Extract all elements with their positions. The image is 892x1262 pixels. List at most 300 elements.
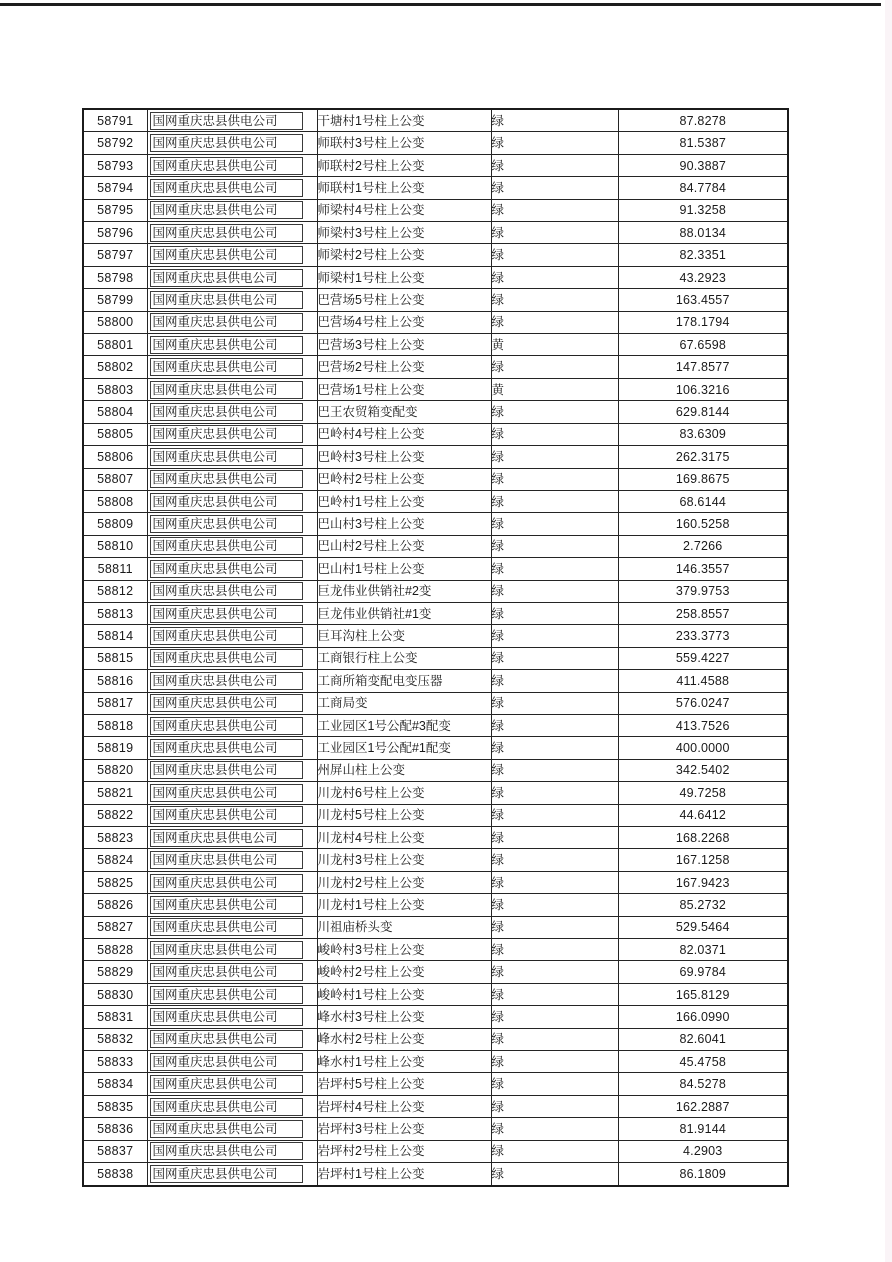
status-label-cell: 绿	[491, 602, 618, 624]
transformer-name-cell: 巨龙伟业供销社#1变	[317, 602, 491, 624]
value-cell: 45.4758	[618, 1051, 788, 1073]
table-row	[83, 692, 788, 714]
table-row	[83, 535, 788, 557]
table-row	[83, 961, 788, 983]
status-label-cell: 绿	[491, 1006, 618, 1028]
value-cell: 106.3216	[618, 378, 788, 400]
row-id-cell: 58818	[83, 714, 147, 736]
company-name-box: 国网重庆忠县供电公司	[150, 157, 303, 175]
transformer-name-cell: 工商局变	[317, 692, 491, 714]
transformer-name-cell: 岩坪村1号柱上公变	[317, 1163, 491, 1186]
row-id-cell: 58828	[83, 939, 147, 961]
table-row	[83, 222, 788, 244]
company-cell	[147, 916, 317, 938]
value-cell: 68.6144	[618, 490, 788, 512]
row-id-cell: 58822	[83, 804, 147, 826]
company-name-box: 国网重庆忠县供电公司	[150, 1053, 303, 1071]
row-id-cell: 58812	[83, 580, 147, 602]
row-id-cell: 58802	[83, 356, 147, 378]
row-id-cell: 58819	[83, 737, 147, 759]
status-label-cell: 绿	[491, 222, 618, 244]
row-id-cell: 58798	[83, 266, 147, 288]
value-cell: 342.5402	[618, 759, 788, 781]
row-id-cell: 58791	[83, 109, 147, 132]
value-cell: 81.9144	[618, 1118, 788, 1140]
row-id-cell: 58804	[83, 401, 147, 423]
value-cell: 69.9784	[618, 961, 788, 983]
table-row	[83, 468, 788, 490]
company-cell	[147, 647, 317, 669]
company-name-box: 国网重庆忠县供电公司	[150, 1030, 303, 1048]
status-label-cell: 绿	[491, 737, 618, 759]
table-row	[83, 737, 788, 759]
company-cell	[147, 468, 317, 490]
value-cell: 43.2923	[618, 266, 788, 288]
company-name-box: 国网重庆忠县供电公司	[150, 425, 303, 443]
status-label-cell: 绿	[491, 535, 618, 557]
value-cell: 167.9423	[618, 871, 788, 893]
company-cell	[147, 513, 317, 535]
value-cell: 82.3351	[618, 244, 788, 266]
company-name-box: 国网重庆忠县供电公司	[150, 1075, 303, 1093]
row-id-cell: 58838	[83, 1163, 147, 1186]
table-row	[83, 1051, 788, 1073]
transformer-name-cell: 师梁村2号柱上公变	[317, 244, 491, 266]
status-label-cell: 绿	[491, 199, 618, 221]
row-id-cell: 58794	[83, 177, 147, 199]
status-label-cell: 绿	[491, 1118, 618, 1140]
transformer-name-cell: 岩坪村5号柱上公变	[317, 1073, 491, 1095]
value-cell: 413.7526	[618, 714, 788, 736]
table-row	[83, 132, 788, 154]
table-row	[83, 714, 788, 736]
row-id-cell: 58806	[83, 446, 147, 468]
transformer-name-cell: 干塘村1号柱上公变	[317, 109, 491, 132]
row-id-cell: 58820	[83, 759, 147, 781]
value-cell: 90.3887	[618, 154, 788, 176]
transformer-name-cell: 工业园区1号公配#1配变	[317, 737, 491, 759]
table-row	[83, 1095, 788, 1117]
company-cell	[147, 334, 317, 356]
transformer-name-cell: 工商所箱变配电变压器	[317, 670, 491, 692]
row-id-cell: 58813	[83, 602, 147, 624]
value-cell: 178.1794	[618, 311, 788, 333]
transformer-name-cell: 巴山村1号柱上公变	[317, 558, 491, 580]
value-cell: 400.0000	[618, 737, 788, 759]
row-id-cell: 58811	[83, 558, 147, 580]
status-label-cell: 绿	[491, 244, 618, 266]
transformer-name-cell: 巴营场3号柱上公变	[317, 334, 491, 356]
company-name-box: 国网重庆忠县供电公司	[150, 179, 303, 197]
company-name-box: 国网重庆忠县供电公司	[150, 672, 303, 690]
company-name-box: 国网重庆忠县供电公司	[150, 874, 303, 892]
transformer-name-cell: 川龙村5号柱上公变	[317, 804, 491, 826]
table-row	[83, 580, 788, 602]
table-row	[83, 154, 788, 176]
company-cell	[147, 154, 317, 176]
value-cell: 167.1258	[618, 849, 788, 871]
transformer-name-cell: 巴营场2号柱上公变	[317, 356, 491, 378]
row-id-cell: 58808	[83, 490, 147, 512]
table-row	[83, 1006, 788, 1028]
company-name-box: 国网重庆忠县供电公司	[150, 1008, 303, 1026]
status-label-cell: 绿	[491, 1051, 618, 1073]
transformer-name-cell: 师联村2号柱上公变	[317, 154, 491, 176]
row-id-cell: 58810	[83, 535, 147, 557]
company-name-box: 国网重庆忠县供电公司	[150, 941, 303, 959]
value-cell: 169.8675	[618, 468, 788, 490]
row-id-cell: 58827	[83, 916, 147, 938]
row-id-cell: 58805	[83, 423, 147, 445]
transformer-name-cell: 工商银行柱上公变	[317, 647, 491, 669]
status-label-cell: 绿	[491, 647, 618, 669]
company-cell	[147, 558, 317, 580]
status-label-cell: 绿	[491, 266, 618, 288]
company-cell	[147, 356, 317, 378]
company-cell	[147, 961, 317, 983]
transformer-name-cell: 巴山村3号柱上公变	[317, 513, 491, 535]
transformer-name-cell: 峻岭村3号柱上公变	[317, 939, 491, 961]
value-cell: 4.2903	[618, 1140, 788, 1162]
value-cell: 162.2887	[618, 1095, 788, 1117]
transformer-name-cell: 巴岭村4号柱上公变	[317, 423, 491, 445]
transformer-name-cell: 峰水村2号柱上公变	[317, 1028, 491, 1050]
table-row	[83, 244, 788, 266]
table-row	[83, 1028, 788, 1050]
company-cell	[147, 535, 317, 557]
company-name-box: 国网重庆忠县供电公司	[150, 224, 303, 242]
table-row	[83, 625, 788, 647]
page-edge-strip	[885, 0, 892, 1262]
transformer-name-cell: 川龙村2号柱上公变	[317, 871, 491, 893]
status-label-cell: 绿	[491, 804, 618, 826]
company-cell	[147, 289, 317, 311]
status-label-cell: 绿	[491, 670, 618, 692]
table-row	[83, 266, 788, 288]
value-cell: 160.5258	[618, 513, 788, 535]
transformer-name-cell: 州屏山柱上公变	[317, 759, 491, 781]
status-label-cell: 绿	[491, 513, 618, 535]
table-row	[83, 782, 788, 804]
row-id-cell: 58800	[83, 311, 147, 333]
company-name-box: 国网重庆忠县供电公司	[150, 784, 303, 802]
company-cell	[147, 871, 317, 893]
table-row	[83, 1140, 788, 1162]
company-name-box: 国网重庆忠县供电公司	[150, 1142, 303, 1160]
company-cell	[147, 804, 317, 826]
company-cell	[147, 109, 317, 132]
table-row	[83, 602, 788, 624]
company-cell	[147, 983, 317, 1005]
company-name-box: 国网重庆忠县供电公司	[150, 986, 303, 1004]
value-cell: 49.7258	[618, 782, 788, 804]
transformer-name-cell: 川龙村3号柱上公变	[317, 849, 491, 871]
company-name-box: 国网重庆忠县供电公司	[150, 761, 303, 779]
row-id-cell: 58829	[83, 961, 147, 983]
company-name-box: 国网重庆忠县供电公司	[150, 963, 303, 981]
transformer-name-cell: 巴山村2号柱上公变	[317, 535, 491, 557]
company-cell	[147, 670, 317, 692]
transformer-name-cell: 峰水村1号柱上公变	[317, 1051, 491, 1073]
row-id-cell: 58817	[83, 692, 147, 714]
company-name-box: 国网重庆忠县供电公司	[150, 582, 303, 600]
company-cell	[147, 1095, 317, 1117]
company-cell	[147, 737, 317, 759]
company-name-box: 国网重庆忠县供电公司	[150, 381, 303, 399]
transformer-name-cell: 师联村1号柱上公变	[317, 177, 491, 199]
company-name-box: 国网重庆忠县供电公司	[150, 1098, 303, 1116]
value-cell: 83.6309	[618, 423, 788, 445]
table-row	[83, 1163, 788, 1186]
row-id-cell: 58796	[83, 222, 147, 244]
transformer-name-cell: 巴王农贸箱变配变	[317, 401, 491, 423]
status-label-cell: 绿	[491, 894, 618, 916]
company-name-box: 国网重庆忠县供电公司	[150, 896, 303, 914]
company-name-box: 国网重庆忠县供电公司	[150, 246, 303, 264]
status-label-cell: 绿	[491, 961, 618, 983]
table-row	[83, 759, 788, 781]
transformer-name-cell: 工业园区1号公配#3配变	[317, 714, 491, 736]
value-cell: 629.8144	[618, 401, 788, 423]
status-label-cell: 绿	[491, 490, 618, 512]
row-id-cell: 58795	[83, 199, 147, 221]
company-cell	[147, 1118, 317, 1140]
value-cell: 86.1809	[618, 1163, 788, 1186]
status-label-cell: 绿	[491, 1095, 618, 1117]
company-cell	[147, 401, 317, 423]
company-cell	[147, 378, 317, 400]
table-row	[83, 356, 788, 378]
value-cell: 529.5464	[618, 916, 788, 938]
company-name-box: 国网重庆忠县供电公司	[150, 806, 303, 824]
company-name-box: 国网重庆忠县供电公司	[150, 560, 303, 578]
value-cell: 163.4557	[618, 289, 788, 311]
row-id-cell: 58821	[83, 782, 147, 804]
company-name-box: 国网重庆忠县供电公司	[150, 269, 303, 287]
status-label-cell: 黄	[491, 334, 618, 356]
company-cell	[147, 199, 317, 221]
company-cell	[147, 1028, 317, 1050]
transformer-name-cell: 川祖庙桥头变	[317, 916, 491, 938]
company-cell	[147, 1051, 317, 1073]
transformer-name-cell: 师梁村1号柱上公变	[317, 266, 491, 288]
transformer-name-cell: 巨龙伟业供销社#2变	[317, 580, 491, 602]
company-cell	[147, 1163, 317, 1186]
company-name-box: 国网重庆忠县供电公司	[150, 358, 303, 376]
table-row	[83, 513, 788, 535]
table-row	[83, 334, 788, 356]
company-name-box: 国网重庆忠县供电公司	[150, 694, 303, 712]
row-id-cell: 58837	[83, 1140, 147, 1162]
company-cell	[147, 446, 317, 468]
value-cell: 576.0247	[618, 692, 788, 714]
company-cell	[147, 939, 317, 961]
table-row	[83, 378, 788, 400]
company-name-box: 国网重庆忠县供电公司	[150, 851, 303, 869]
transformer-name-cell: 峰水村3号柱上公变	[317, 1006, 491, 1028]
row-id-cell: 58809	[83, 513, 147, 535]
company-cell	[147, 311, 317, 333]
table-row	[83, 423, 788, 445]
company-cell	[147, 244, 317, 266]
table-row	[83, 670, 788, 692]
row-id-cell: 58836	[83, 1118, 147, 1140]
status-label-cell: 绿	[491, 983, 618, 1005]
table-row	[83, 647, 788, 669]
value-cell: 559.4227	[618, 647, 788, 669]
company-name-box: 国网重庆忠县供电公司	[150, 649, 303, 667]
company-cell	[147, 222, 317, 244]
value-cell: 82.6041	[618, 1028, 788, 1050]
status-label-cell: 绿	[491, 849, 618, 871]
transformer-name-cell: 川龙村4号柱上公变	[317, 827, 491, 849]
status-label-cell: 绿	[491, 827, 618, 849]
table-row	[83, 804, 788, 826]
status-label-cell: 绿	[491, 177, 618, 199]
status-label-cell: 绿	[491, 468, 618, 490]
row-id-cell: 58797	[83, 244, 147, 266]
row-id-cell: 58824	[83, 849, 147, 871]
status-label-cell: 绿	[491, 714, 618, 736]
value-cell: 168.2268	[618, 827, 788, 849]
company-cell	[147, 827, 317, 849]
status-label-cell: 绿	[491, 692, 618, 714]
status-label-cell: 绿	[491, 1073, 618, 1095]
status-label-cell: 绿	[491, 446, 618, 468]
table-row	[83, 894, 788, 916]
status-label-cell: 绿	[491, 109, 618, 132]
transformer-name-cell: 巨耳沟柱上公变	[317, 625, 491, 647]
company-cell	[147, 602, 317, 624]
row-id-cell: 58831	[83, 1006, 147, 1028]
value-cell: 88.0134	[618, 222, 788, 244]
transformer-table	[82, 108, 789, 1187]
company-name-box: 国网重庆忠县供电公司	[150, 515, 303, 533]
table-row	[83, 916, 788, 938]
company-name-box: 国网重庆忠县供电公司	[150, 448, 303, 466]
row-id-cell: 58792	[83, 132, 147, 154]
table-row	[83, 939, 788, 961]
company-cell	[147, 177, 317, 199]
page-top-rule	[0, 3, 881, 6]
company-name-box: 国网重庆忠县供电公司	[150, 313, 303, 331]
company-name-box: 国网重庆忠县供电公司	[150, 112, 303, 130]
value-cell: 166.0990	[618, 1006, 788, 1028]
table-row	[83, 401, 788, 423]
row-id-cell: 58833	[83, 1051, 147, 1073]
table-row	[83, 199, 788, 221]
table-row	[83, 871, 788, 893]
row-id-cell: 58793	[83, 154, 147, 176]
row-id-cell: 58799	[83, 289, 147, 311]
company-cell	[147, 1006, 317, 1028]
company-cell	[147, 894, 317, 916]
transformer-name-cell: 岩坪村2号柱上公变	[317, 1140, 491, 1162]
table-row	[83, 311, 788, 333]
company-cell	[147, 132, 317, 154]
transformer-name-cell: 师梁村3号柱上公变	[317, 222, 491, 244]
value-cell: 85.2732	[618, 894, 788, 916]
transformer-name-cell: 师联村3号柱上公变	[317, 132, 491, 154]
transformer-name-cell: 巴岭村2号柱上公变	[317, 468, 491, 490]
company-cell	[147, 692, 317, 714]
row-id-cell: 58830	[83, 983, 147, 1005]
company-name-box: 国网重庆忠县供电公司	[150, 537, 303, 555]
status-label-cell: 绿	[491, 759, 618, 781]
row-id-cell: 58825	[83, 871, 147, 893]
status-label-cell: 绿	[491, 1163, 618, 1186]
value-cell: 44.6412	[618, 804, 788, 826]
company-name-box: 国网重庆忠县供电公司	[150, 403, 303, 421]
row-id-cell: 58823	[83, 827, 147, 849]
status-label-cell: 绿	[491, 782, 618, 804]
status-label-cell: 绿	[491, 916, 618, 938]
table-row	[83, 983, 788, 1005]
row-id-cell: 58834	[83, 1073, 147, 1095]
table-row	[83, 109, 788, 132]
status-label-cell: 黄	[491, 378, 618, 400]
status-label-cell: 绿	[491, 871, 618, 893]
status-label-cell: 绿	[491, 558, 618, 580]
status-label-cell: 绿	[491, 356, 618, 378]
status-label-cell: 绿	[491, 1028, 618, 1050]
value-cell: 91.3258	[618, 199, 788, 221]
table-row	[83, 558, 788, 580]
company-cell	[147, 423, 317, 445]
transformer-name-cell: 川龙村1号柱上公变	[317, 894, 491, 916]
transformer-name-cell: 岩坪村4号柱上公变	[317, 1095, 491, 1117]
table-row	[83, 827, 788, 849]
status-label-cell: 绿	[491, 1140, 618, 1162]
value-cell: 233.3773	[618, 625, 788, 647]
value-cell: 258.8557	[618, 602, 788, 624]
transformer-name-cell: 峻岭村1号柱上公变	[317, 983, 491, 1005]
status-label-cell: 绿	[491, 423, 618, 445]
company-name-box: 国网重庆忠县供电公司	[150, 829, 303, 847]
company-name-box: 国网重庆忠县供电公司	[150, 739, 303, 757]
value-cell: 84.7784	[618, 177, 788, 199]
value-cell: 147.8577	[618, 356, 788, 378]
transformer-name-cell: 巴岭村3号柱上公变	[317, 446, 491, 468]
row-id-cell: 58803	[83, 378, 147, 400]
table-row	[83, 1073, 788, 1095]
table-row	[83, 849, 788, 871]
company-cell	[147, 490, 317, 512]
value-cell: 82.0371	[618, 939, 788, 961]
company-name-box: 国网重庆忠县供电公司	[150, 627, 303, 645]
company-cell	[147, 1073, 317, 1095]
table-row	[83, 446, 788, 468]
status-label-cell: 绿	[491, 580, 618, 602]
company-cell	[147, 1140, 317, 1162]
company-cell	[147, 849, 317, 871]
company-cell	[147, 759, 317, 781]
value-cell: 67.6598	[618, 334, 788, 356]
transformer-name-cell: 巴岭村1号柱上公变	[317, 490, 491, 512]
company-name-box: 国网重庆忠县供电公司	[150, 1165, 303, 1183]
value-cell: 165.8129	[618, 983, 788, 1005]
row-id-cell: 58835	[83, 1095, 147, 1117]
value-cell: 262.3175	[618, 446, 788, 468]
table-row	[83, 1118, 788, 1140]
row-id-cell: 58832	[83, 1028, 147, 1050]
value-cell: 84.5278	[618, 1073, 788, 1095]
row-id-cell: 58807	[83, 468, 147, 490]
company-cell	[147, 782, 317, 804]
value-cell: 379.9753	[618, 580, 788, 602]
company-cell	[147, 580, 317, 602]
company-name-box: 国网重庆忠县供电公司	[150, 201, 303, 219]
